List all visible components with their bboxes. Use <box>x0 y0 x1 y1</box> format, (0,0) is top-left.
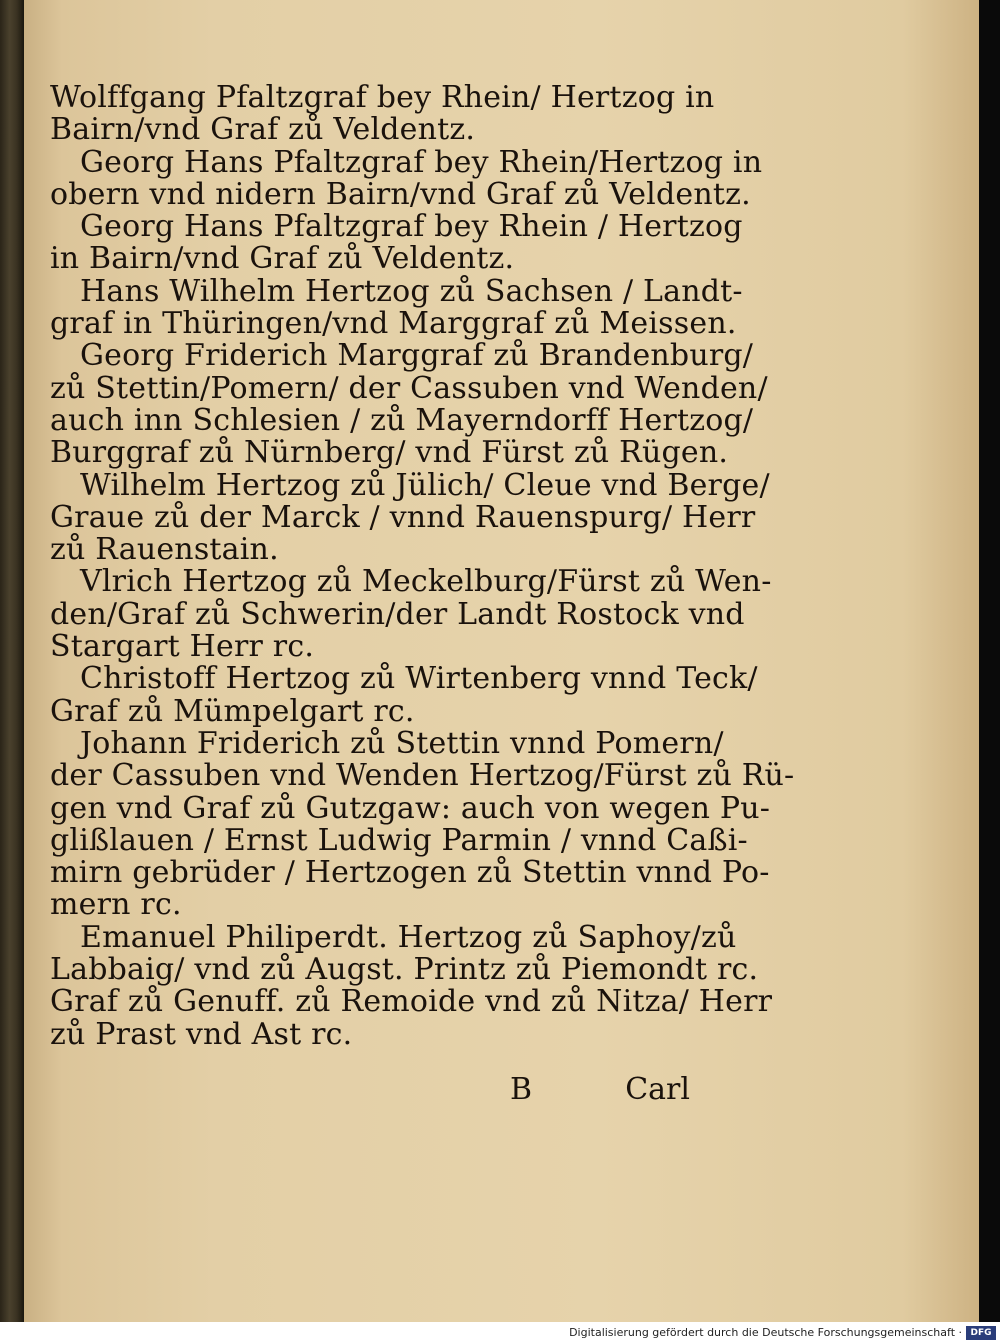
digitization-footer <box>0 1322 1000 1344</box>
page-foot <box>50 1072 700 1106</box>
text-line: zů Rauenstain. <box>50 532 279 568</box>
book-spine <box>0 0 24 1322</box>
paragraph <box>50 661 758 729</box>
paragraph <box>50 919 773 1052</box>
text-line: Wolffgang Pfaltzgraf bey Rhein/ Hertzog in <box>50 80 715 115</box>
text-line: mirn gebrüder / Hertzogen zů Stettin vnnd Po- <box>50 855 770 891</box>
text-line: Burggraf zů Nürnberg/ vnd Fürst zů Rügen. <box>50 435 729 471</box>
text-line: Graf zů Genuff. zů Remoide vnd zů Nitza/ Herr <box>50 984 773 1020</box>
paragraph <box>50 209 743 277</box>
paragraph <box>50 467 770 568</box>
text-line: in Bairn/vnd Graf zů Veldentz. <box>50 241 515 277</box>
page-text <box>50 80 795 1052</box>
text-line: Graue zů der Marck / vnnd Rauenspurg/ Herr <box>50 499 756 535</box>
text-line: zů Prast vnd Ast rc. <box>50 1016 353 1052</box>
text-line: Stargart Herr rc. <box>50 629 315 665</box>
text-line: Emanuel Philiperdt. Hertzog zů Saphoy/zů <box>80 919 737 955</box>
text-line: Johann Friderich zů Stettin vnnd Pomern/ <box>80 725 724 761</box>
scan-border <box>979 0 1000 1322</box>
paragraph <box>50 338 768 471</box>
dfg-logo-icon: DFG <box>966 1326 996 1340</box>
text-line: Wilhelm Hertzog zů Jülich/ Cleue vnd Berge/ <box>80 467 770 503</box>
catchword: Carl <box>625 1072 690 1107</box>
paragraph <box>50 564 772 665</box>
text-line: gen vnd Graf zů Gutzgaw: auch von wegen Pu- <box>50 790 771 826</box>
text-line: Christoff Hertzog zů Wirtenberg vnnd Teck/ <box>80 661 758 697</box>
paragraph <box>50 80 715 148</box>
paragraph <box>50 273 743 342</box>
text-line: Georg Hans Pfaltzgraf bey Rhein/Hertzog in <box>80 144 763 180</box>
text-line: glißlauen / Ernst Ludwig Parmin / vnnd Caßi- <box>50 822 748 858</box>
paragraph <box>50 725 795 923</box>
signature-mark: B <box>510 1072 533 1107</box>
text-line: der Cassuben vnd Wenden Hertzog/Fürst zů Rü- <box>50 758 795 794</box>
text-line: Graf zů Mümpelgart rc. <box>50 693 415 729</box>
text-line: Labbaig/ vnd zů Augst. Printz zů Piemondt rc. <box>50 952 759 988</box>
text-line: zů Stettin/Pomern/ der Cassuben vnd Wenden/ <box>50 370 768 406</box>
paragraph <box>50 144 763 212</box>
text-line: Georg Friderich Marggraf zů Brandenburg/ <box>80 338 754 374</box>
text-line: Georg Hans Pfaltzgraf bey Rhein / Hertzog <box>80 209 743 245</box>
text-line: graf in Thüringen/vnd Marggraf zů Meissen. <box>50 306 737 342</box>
text-line: obern vnd nidern Bairn/vnd Graf zů Veldentz. <box>50 176 751 212</box>
funding-credit: Digitalisierung gefördert durch die Deutsche Forschungsgemeinschaft · <box>569 1326 962 1339</box>
text-line: mern rc. <box>50 887 182 923</box>
text-line: Bairn/vnd Graf zů Veldentz. <box>50 112 476 148</box>
text-line: Hans Wilhelm Hertzog zů Sachsen / Landt- <box>80 273 743 309</box>
text-line: Vlrich Hertzog zů Meckelburg/Fürst zů Wen- <box>80 564 772 600</box>
text-line: auch inn Schlesien / zů Mayerndorff Hertzog/ <box>50 402 754 438</box>
text-line: den/Graf zů Schwerin/der Landt Rostock vnd <box>50 596 745 632</box>
